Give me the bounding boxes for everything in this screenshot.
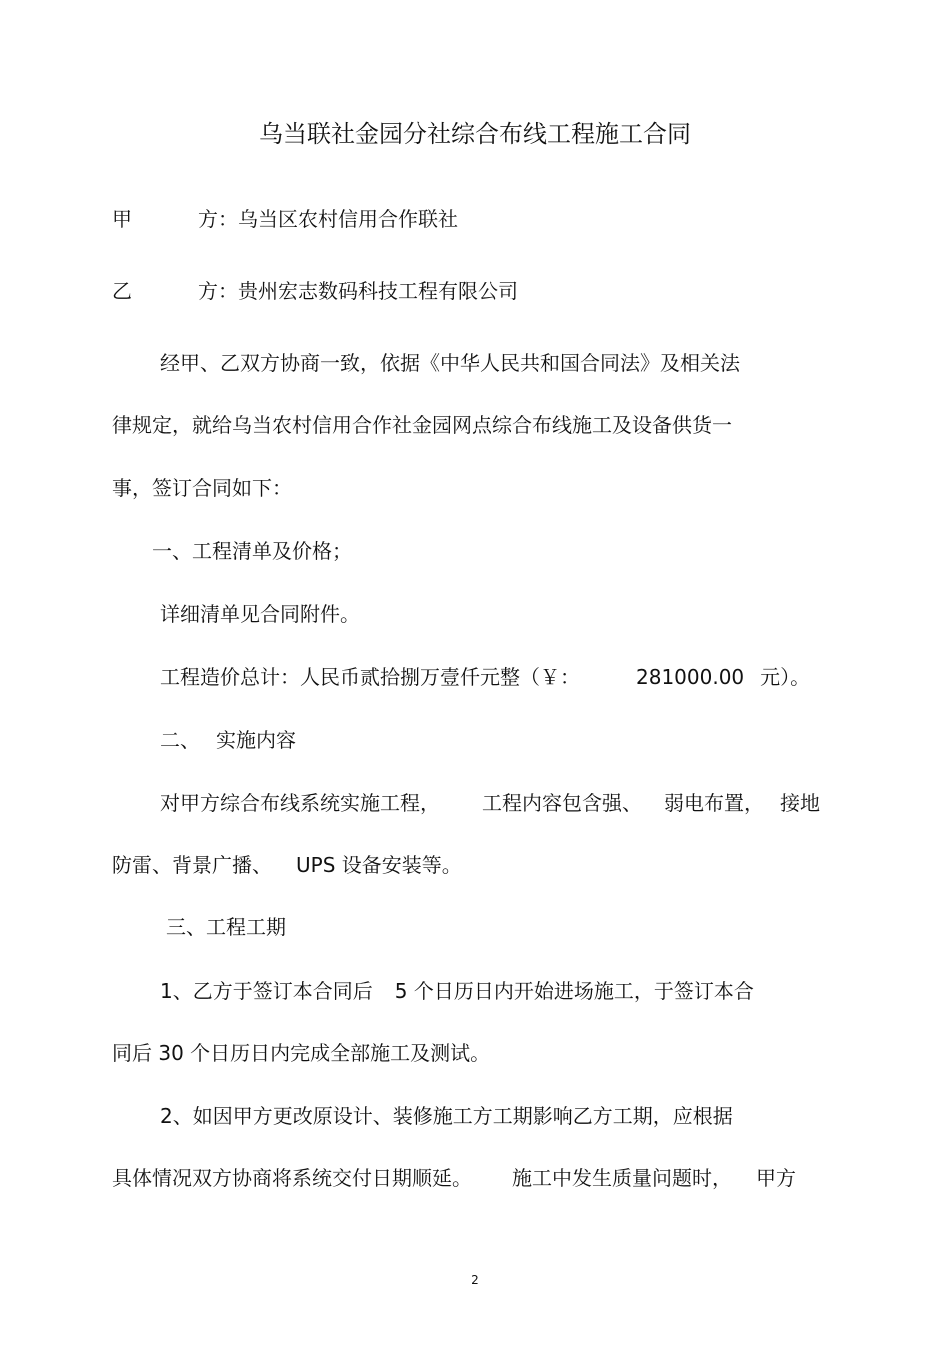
section-2-number: 二、: [160, 728, 200, 752]
section-2-text-a: 对甲方综合布线系统实施工程，: [160, 791, 440, 815]
section-1-detail: 详细清单见合同附件。: [160, 602, 360, 626]
price-suffix: 元）。: [760, 665, 811, 689]
price-prefix: 工程造价总计：人民币贰拾捌万壹仟元整（￥：: [160, 665, 580, 689]
section-3-item-2-b: 施工中发生质量问题时，: [512, 1166, 732, 1190]
section-3-item-2-line-2: [112, 1164, 796, 1192]
section-2-text-e: 防雷、背景广播、: [112, 853, 272, 877]
section-3-item-1-b: 5 个日历日内开始进场施工，于签订本合: [394, 979, 754, 1003]
section-3-item-1-line-1: [160, 977, 754, 1005]
intro-line-2: 律规定，就给乌当农村信用合作社金园网点综合布线施工及设备供货一: [112, 413, 732, 437]
section-2-text-d: 接地: [780, 791, 820, 815]
party-b-text: 方：贵州宏志数码科技工程有限公司: [198, 279, 518, 303]
section-3-heading: 三、工程工期: [166, 915, 286, 939]
party-a-text: 方：乌当区农村信用合作联社: [198, 207, 458, 231]
section-2-line-1: [160, 789, 820, 817]
section-3-item-1-a: 1、乙方于签订本合同后: [160, 979, 373, 1003]
section-2-heading: [160, 726, 296, 754]
price-line: [160, 663, 810, 691]
contract-title: 乌当联社金园分社综合布线工程施工合同: [259, 120, 691, 148]
section-1-heading: 一、工程清单及价格；: [152, 539, 352, 563]
section-3-item-2-a: 具体情况双方协商将系统交付日期顺延。: [112, 1166, 472, 1190]
section-2-line-2: [112, 851, 462, 879]
price-value: 281000.00: [636, 665, 745, 689]
section-2-text-b: 工程内容包含强、: [482, 791, 642, 815]
intro-line-3: 事，签订合同如下：: [112, 476, 292, 500]
intro-line-1: 经甲、乙双方协商一致，依据《中华人民共和国合同法》及相关法: [160, 351, 740, 375]
section-3-item-2-line-1: 2、如因甲方更改原设计、装修施工方工期影响乙方工期，应根据: [160, 1104, 733, 1128]
section-3-item-2-c: 甲方: [756, 1166, 796, 1190]
party-b-label: 乙: [112, 279, 132, 303]
section-2-text-c: 弱电布置，: [664, 791, 764, 815]
section-3-item-1-line-2: 同后 30 个日历日内完成全部施工及测试。: [112, 1041, 491, 1065]
section-2-title: 实施内容: [216, 728, 296, 752]
section-2-text-f: UPS 设备安装等。: [296, 853, 462, 877]
party-a-label: 甲: [112, 207, 132, 231]
page-number: 2: [471, 1273, 479, 1287]
